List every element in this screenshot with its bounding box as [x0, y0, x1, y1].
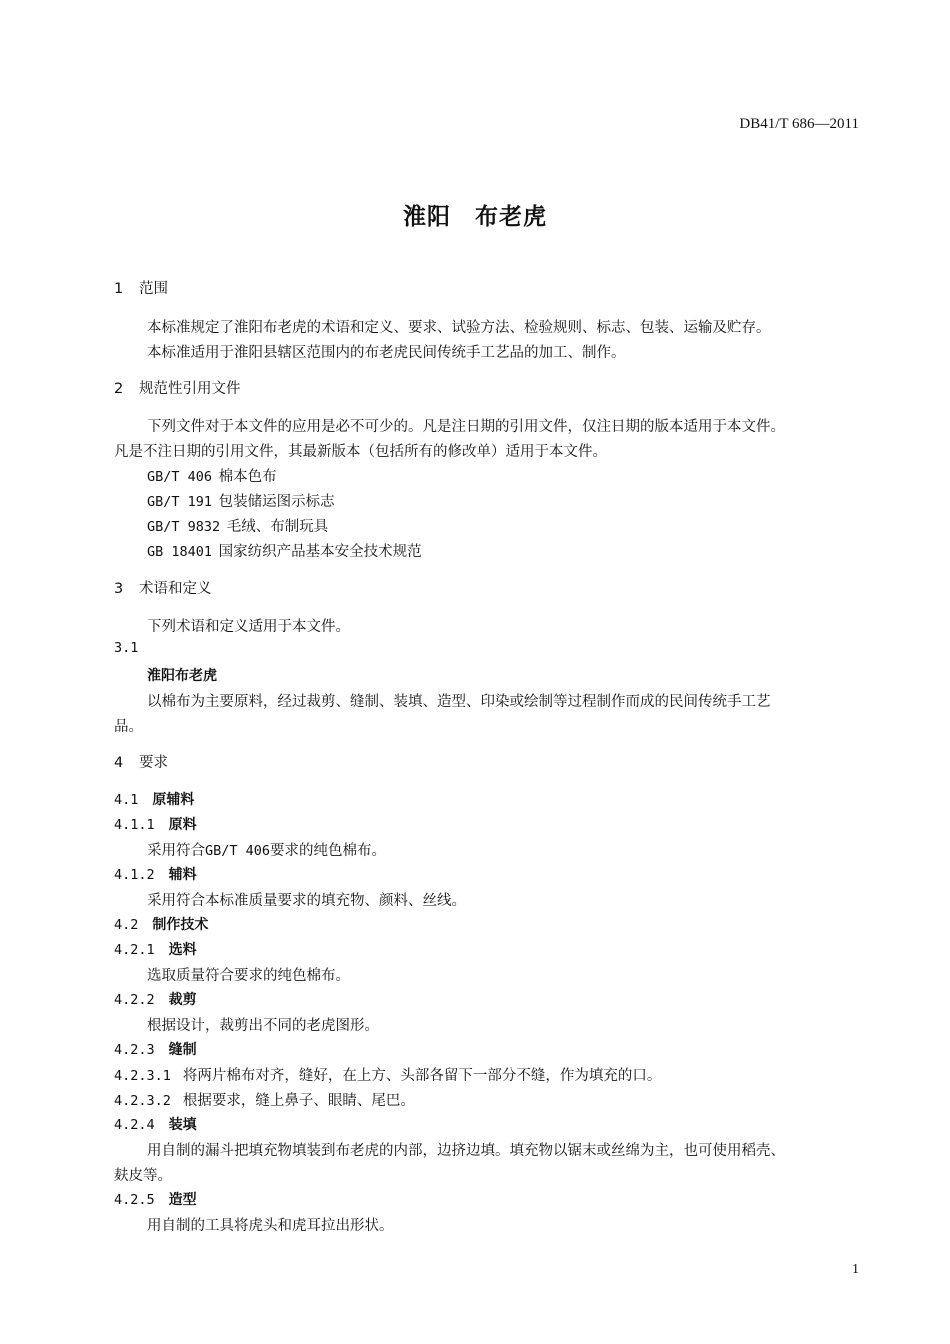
paragraph: 下列术语和定义适用于本文件。 — [147, 619, 350, 635]
term-name: 淮阳布老虎 — [147, 668, 217, 684]
section-4-heading — [114, 751, 168, 772]
clause-4-2-3-2 — [114, 1089, 415, 1110]
subsection-4-2-3-heading — [114, 1039, 197, 1059]
section-title: 范围 — [139, 281, 168, 297]
reference-item — [147, 490, 335, 511]
clause-number: 4.2.3.1 — [114, 1068, 171, 1084]
clause-4-2-3-1 — [114, 1064, 661, 1085]
section-number: 3 — [114, 581, 124, 597]
paragraph: 用自制的工具将虎头和虎耳拉出形状。 — [147, 1218, 394, 1234]
paragraph: 采用符合本标准质量要求的填充物、颜料、丝线。 — [147, 893, 466, 909]
reference-code: GB/T 406 — [147, 469, 213, 485]
subsection-title: 辅料 — [168, 867, 197, 883]
subsection-number: 4.1.1 — [114, 817, 155, 833]
paragraph: 根据设计，裁剪出不同的老虎图形。 — [147, 1018, 379, 1034]
paragraph-line: 凡是不注日期的引用文件，其最新版本（包括所有的修改单）适用于本文件。 — [114, 444, 607, 460]
subsection-4-1-1-heading — [114, 814, 197, 834]
reference-name: 包装储运图示标志 — [218, 494, 335, 510]
section-number: 4 — [114, 755, 124, 771]
reference-item — [147, 465, 277, 486]
reference-code: GB 18401 — [147, 544, 213, 560]
paragraph-line: 麸皮等。 — [114, 1168, 172, 1184]
paragraph: 选取质量符合要求的纯色棉布。 — [147, 968, 350, 984]
clause-text: 根据要求，缝上鼻子、眼睛、尾巴。 — [182, 1093, 415, 1109]
reference-code: GB/T 191 — [147, 494, 213, 510]
subsection-title: 制作技术 — [152, 917, 209, 933]
subsection-4-2-5-heading — [114, 1189, 197, 1209]
standard-code: GB/T 406 — [205, 843, 271, 859]
paragraph-line: 下列文件对于本文件的应用是必不可少的。凡是注日期的引用文件，仅注日期的版本适用于本文件。 — [147, 419, 785, 435]
subsection-title: 原料 — [168, 817, 197, 833]
text-part: 采用符合 — [147, 843, 205, 859]
subsection-number: 4.1 — [114, 792, 139, 808]
section-2-heading — [114, 377, 241, 398]
subsection-number: 4.2.3 — [114, 1042, 155, 1058]
term-number: 3.1 — [114, 640, 139, 656]
subsection-4-1-heading — [114, 789, 194, 809]
section-title: 要求 — [139, 755, 168, 771]
definition-line: 品。 — [114, 719, 143, 735]
reference-name: 国家纺织产品基本安全技术规范 — [218, 544, 422, 560]
subsection-number: 4.2 — [114, 917, 139, 933]
subsection-4-2-heading — [114, 914, 208, 934]
clause-text: 将两片棉布对齐，缝好，在上方、头部各留下一部分不缝，作为填充的口。 — [182, 1068, 662, 1084]
section-title: 规范性引用文件 — [139, 381, 241, 397]
subsection-title: 缝制 — [168, 1042, 197, 1058]
subsection-title: 造型 — [168, 1192, 197, 1208]
section-number: 2 — [114, 381, 124, 397]
subsection-title: 装填 — [168, 1117, 197, 1133]
clause-number: 4.2.3.2 — [114, 1093, 171, 1109]
section-1-heading — [114, 277, 168, 298]
reference-name: 棉本色布 — [218, 469, 277, 485]
subsection-4-2-2-heading — [114, 989, 197, 1009]
paragraph: 本标准适用于淮阳县辖区范围内的布老虎民间传统手工艺品的加工、制作。 — [147, 345, 626, 361]
subsection-number: 4.1.2 — [114, 867, 155, 883]
subsection-title: 选料 — [168, 942, 197, 958]
paragraph — [147, 839, 386, 860]
document-code: DB41/T 686—2011 — [739, 116, 859, 132]
reference-code: GB/T 9832 — [147, 519, 221, 535]
reference-item — [147, 540, 422, 561]
subsection-4-1-2-heading — [114, 864, 197, 884]
text-part: 要求的纯色棉布。 — [270, 843, 387, 859]
paragraph: 本标准规定了淮阳布老虎的术语和定义、要求、试验方法、检验规则、标志、包装、运输及贮存。 — [147, 320, 771, 336]
section-number: 1 — [114, 281, 124, 297]
reference-name: 毛绒、布制玩具 — [226, 519, 329, 535]
subsection-title: 原辅料 — [152, 792, 195, 808]
subsection-4-2-4-heading — [114, 1114, 197, 1134]
section-title: 术语和定义 — [139, 581, 212, 597]
subsection-number: 4.2.1 — [114, 942, 155, 958]
section-3-heading — [114, 577, 212, 598]
paragraph-line: 用自制的漏斗把填充物填装到布老虎的内部，边挤边填。填充物以锯末或丝绵为主，也可使用稻壳、 — [147, 1143, 785, 1159]
subsection-title: 裁剪 — [168, 992, 197, 1008]
definition-line: 以棉布为主要原料，经过裁剪、缝制、装填、造型、印染或绘制等过程制作而成的民间传统手工艺 — [147, 694, 771, 710]
subsection-4-2-1-heading — [114, 939, 197, 959]
page-title: 淮阳 布老虎 — [403, 204, 547, 230]
reference-item — [147, 515, 328, 536]
subsection-number: 4.2.4 — [114, 1117, 155, 1133]
subsection-number: 4.2.2 — [114, 992, 155, 1008]
subsection-number: 4.2.5 — [114, 1192, 155, 1208]
page-number: 1 — [852, 1262, 859, 1277]
